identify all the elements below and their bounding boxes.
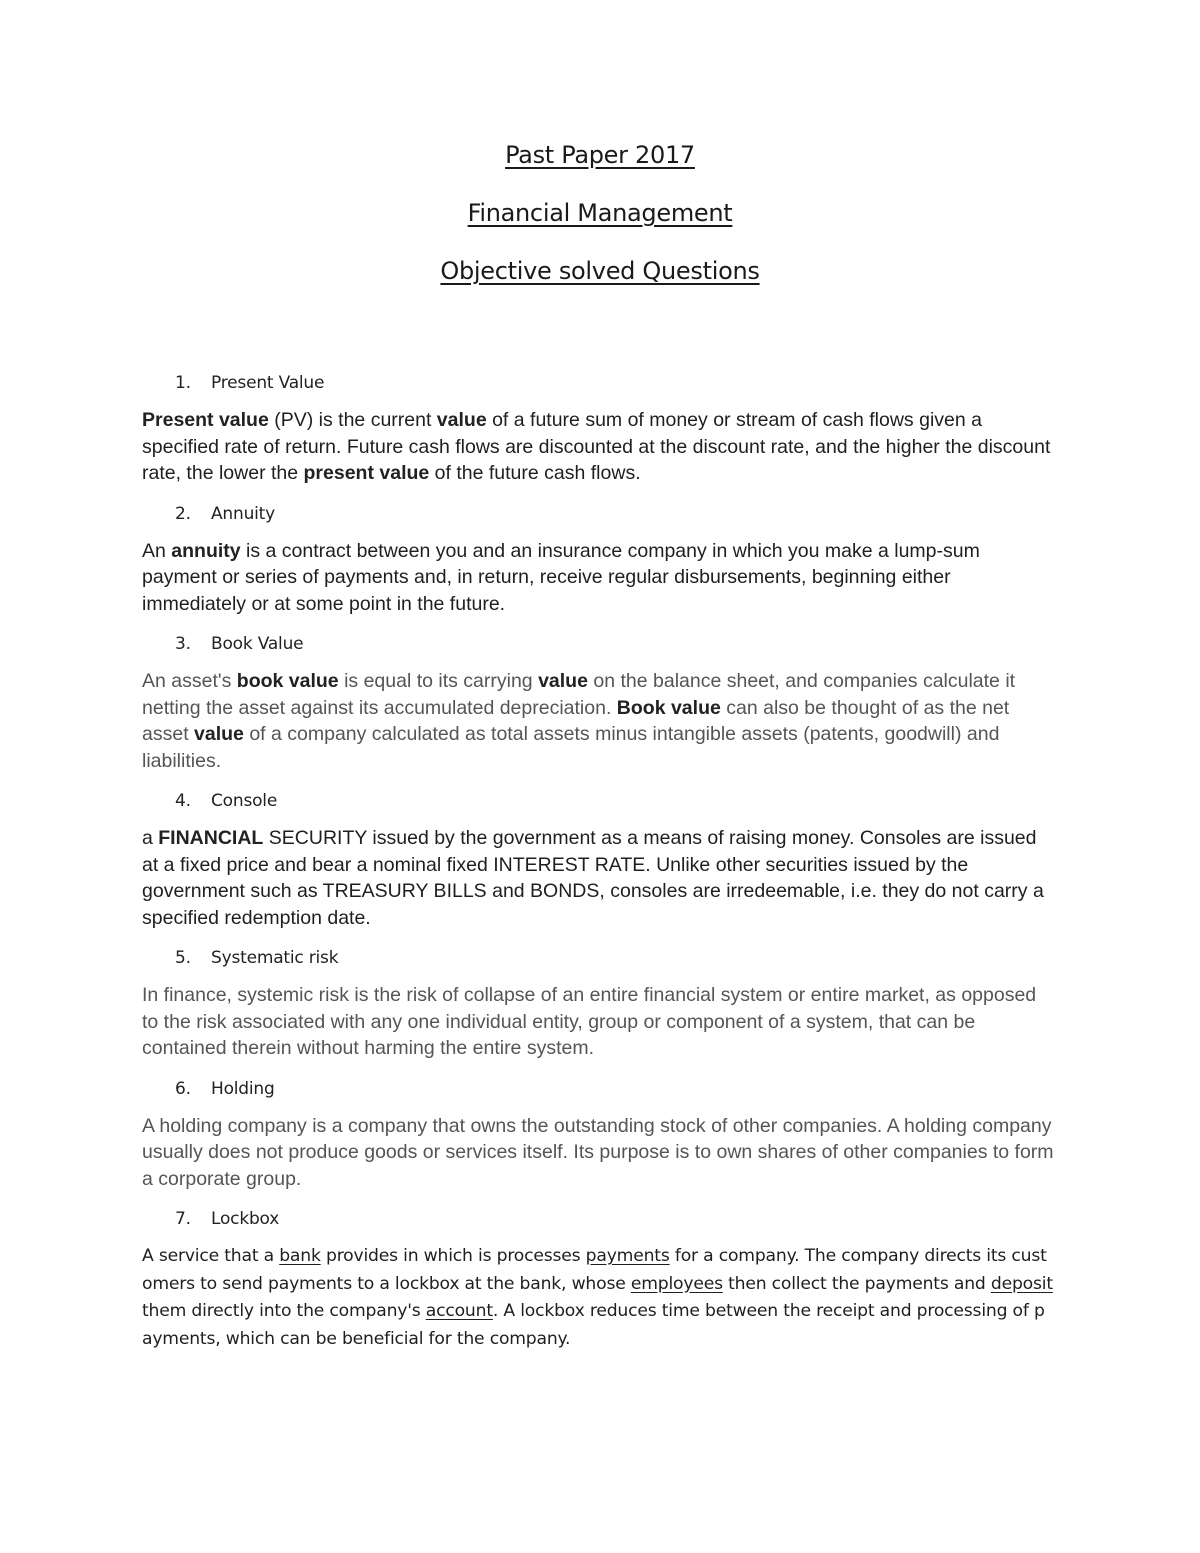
answer-text: An asset's <box>142 670 237 692</box>
question-number: 3. <box>175 634 191 654</box>
answer-4 <box>142 825 1057 931</box>
answer-bold-term: value <box>436 409 487 431</box>
title-past-paper: Past Paper 2017 <box>505 141 695 169</box>
document-title-block <box>0 140 1200 314</box>
answer-text: provides in which is processes <box>320 1246 586 1266</box>
answer-bold-term: present value <box>303 462 430 484</box>
answer-text: on the balance sheet, and companies calculate it netting the asset against its accumulated depreciation. <box>142 670 1016 719</box>
question-title: Present Value <box>211 373 325 393</box>
question-number: 6. <box>175 1078 191 1099</box>
question-heading-5 <box>142 947 1057 969</box>
answer-3 <box>142 668 1057 774</box>
question-number: 1. <box>175 373 191 393</box>
answer-bold-term: Present value <box>142 409 269 431</box>
answer-6 <box>142 1113 1057 1193</box>
answer-bold-term: annuity <box>171 539 241 562</box>
answer-2 <box>142 538 1057 618</box>
question-title: Annuity <box>211 503 276 524</box>
question-heading-1 <box>142 372 1057 394</box>
answer-text: then collect the payments and <box>722 1273 991 1294</box>
answer-text: A holding company is a company that owns the outstanding stock of other companies. A holding company usually does not produce goods or services itself. Its purpose is to own shares of other companies to form a corporate group. <box>142 1114 1054 1190</box>
question-title: Holding <box>211 1078 275 1099</box>
question-title: Console <box>211 791 278 811</box>
question-heading-3 <box>142 633 1057 655</box>
answer-bold-term: book value <box>236 670 339 692</box>
question-heading-6 <box>142 1078 1057 1100</box>
answer-text: of the future cash flows. <box>429 462 641 484</box>
answer-link-term: deposit <box>990 1273 1053 1294</box>
question-title: Lockbox <box>211 1209 280 1229</box>
answer-bold-term: value <box>194 723 244 745</box>
answer-text: SECURITY issued by the government as a means of raising money. Consoles are issued at a fixed price and bear a nominal fixed INTEREST RATE. Unlike other securities issued by the government such as TREASURY BILLS and BONDS, consoles are irredeemable, i.e. they do not carry a specified redemption date. <box>142 827 1044 929</box>
question-number: 4. <box>175 791 191 811</box>
answer-text: of a future sum of money or stream of cash flows given a specified rate of return. Future cash flows are discounted at the discount rate, and the higher the discount rate, the lower the <box>142 409 1051 484</box>
question-number: 2. <box>175 503 191 524</box>
answer-7 <box>142 1243 1057 1353</box>
answer-link-term: account <box>425 1301 493 1321</box>
answer-link-term: employees <box>630 1273 723 1294</box>
answer-text: (PV) is the current <box>268 409 437 431</box>
question-number: 5. <box>175 948 191 968</box>
answer-text: In finance, systemic risk is the risk of collapse of an entire financial system or entire market, as opposed to the risk associated with any one individual entity, group or component of a system, that can be contained therein without harming the entire system. <box>142 984 1037 1059</box>
answer-text: is equal to its carrying <box>338 670 539 692</box>
answer-text: . A lockbox reduces time between the receipt and processing of p ayments, which can be beneficial for the company. <box>142 1301 1045 1349</box>
answer-text: a <box>142 827 159 849</box>
answer-bold-term: value <box>538 670 588 692</box>
question-number: 7. <box>175 1209 191 1229</box>
question-heading-7 <box>142 1208 1057 1230</box>
answer-bold-term: FINANCIAL <box>158 827 264 849</box>
question-heading-4 <box>142 790 1057 812</box>
answer-link-term: payments <box>585 1246 670 1266</box>
question-title: Book Value <box>211 634 304 654</box>
answer-link-term: bank <box>279 1246 321 1266</box>
answer-bold-term: Book value <box>616 696 721 719</box>
question-heading-2 <box>142 503 1057 525</box>
title-subject: Financial Management <box>467 199 733 227</box>
answer-text: An <box>142 539 172 562</box>
answer-text: for a company. The company directs its cust omers to send payments to a lockbox at the bank, whose <box>142 1246 1047 1294</box>
questions-list <box>142 372 1057 1369</box>
answer-text: A service that a <box>142 1246 280 1266</box>
answer-5 <box>142 982 1057 1062</box>
answer-text: can also be thought of as the net asset <box>142 696 1010 745</box>
answer-text: of a company calculated as total assets minus intangible assets (patents, goodwill) and liabilities. <box>142 723 1000 772</box>
answer-1 <box>142 407 1057 487</box>
question-title: Systematic risk <box>211 948 339 968</box>
title-objective-questions: Objective solved Questions <box>440 257 760 285</box>
answer-text: them directly into the company's <box>142 1301 426 1321</box>
answer-text: is a contract between you and an insurance company in which you make a lump-sum payment or series of payments and, in return, receive regular disbursements, beginning either immediately or at some point in the future. <box>142 539 980 615</box>
